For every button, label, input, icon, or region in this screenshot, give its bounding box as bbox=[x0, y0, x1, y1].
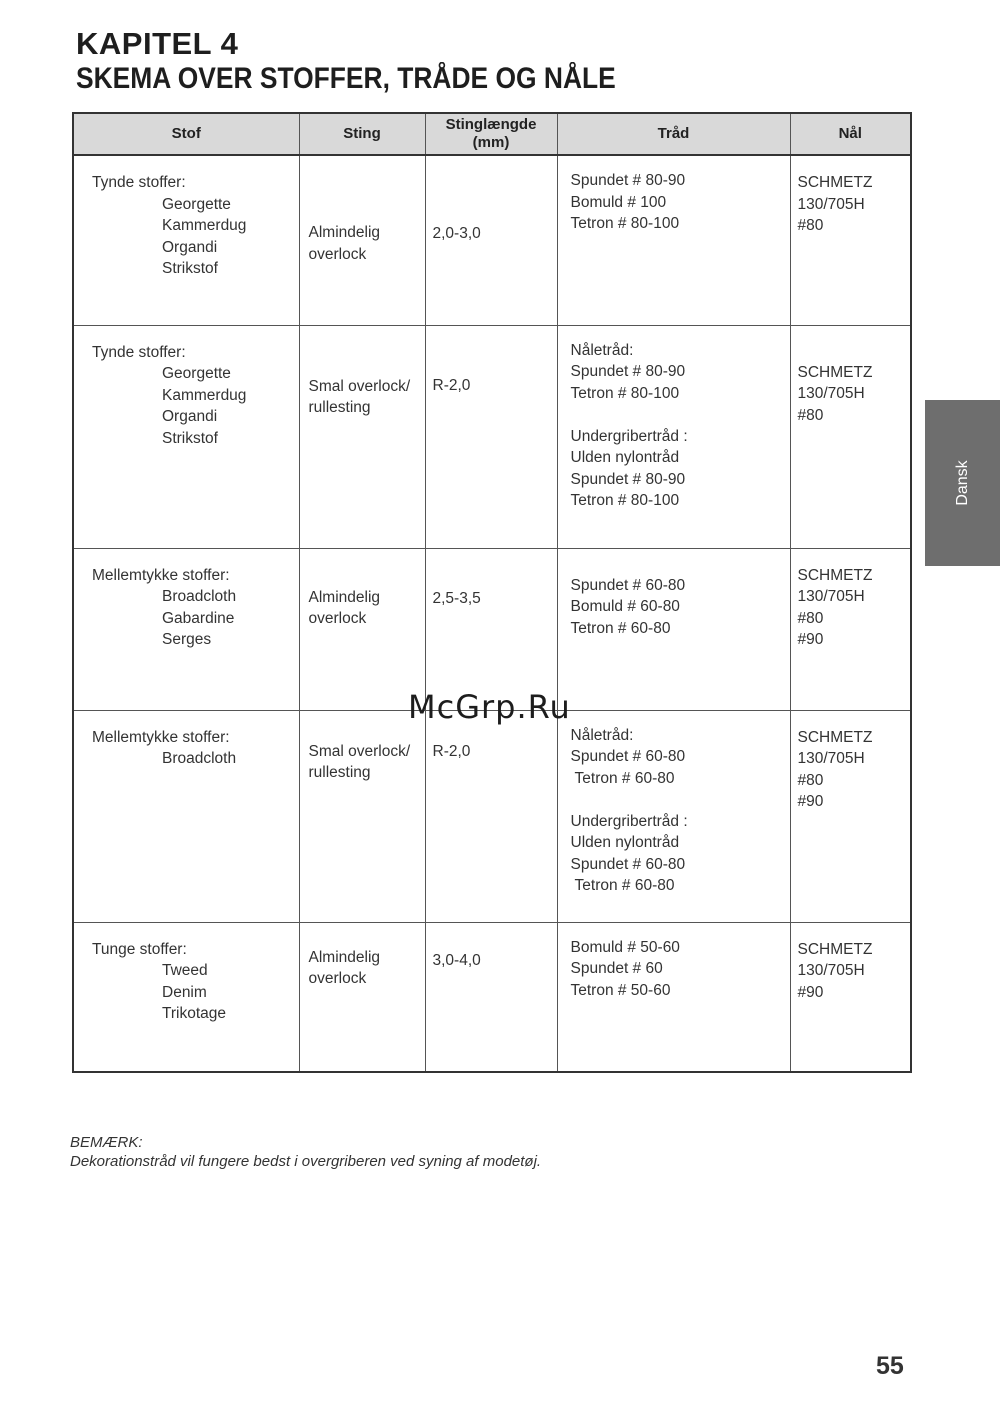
stitch-type: overlock bbox=[308, 610, 367, 627]
needle-spec: 130/705H bbox=[797, 962, 865, 979]
stitch-length: 3,0-4,0 bbox=[432, 951, 481, 969]
needle-spec: #90 bbox=[797, 631, 824, 648]
stitch-type: rullesting bbox=[308, 399, 371, 416]
thread-spec: Nåletråd: bbox=[570, 341, 634, 359]
thread-spec: Undergribertråd : bbox=[570, 427, 688, 445]
fabric-name: Broadcloth bbox=[162, 588, 237, 605]
cell-nal bbox=[790, 548, 911, 710]
cell-trad bbox=[557, 155, 790, 325]
fabric-category: Tynde stoffer: bbox=[92, 174, 186, 191]
language-tab bbox=[925, 400, 1000, 566]
needle-spec: 130/705H bbox=[797, 195, 865, 213]
needle-spec: #80 bbox=[797, 406, 824, 424]
fabric-name: Organdi bbox=[162, 408, 218, 425]
thread-spec: Nåletråd: bbox=[570, 726, 634, 744]
column-header-trad: Tråd bbox=[557, 113, 790, 155]
column-header-stinglaengde: Stinglængde (mm) bbox=[425, 113, 557, 155]
needle-spec: #90 bbox=[797, 793, 824, 810]
thread-spec: Tetron # 60-80 bbox=[570, 619, 671, 637]
thread-spec: Spundet # 80-90 bbox=[570, 363, 686, 380]
cell-stof bbox=[73, 325, 299, 548]
stitch-type: Almindelig bbox=[308, 948, 381, 966]
cell-sting bbox=[299, 922, 425, 1072]
needle-spec: 130/705H bbox=[797, 588, 865, 605]
stitch-length: 2,5-3,5 bbox=[432, 589, 481, 607]
needle-spec: #80 bbox=[797, 771, 824, 789]
page-number: 55 bbox=[876, 1352, 904, 1380]
language-tab-label: Dansk bbox=[953, 460, 971, 506]
fabric-category: Tynde stoffer: bbox=[92, 343, 186, 361]
needle-spec: #90 bbox=[797, 983, 824, 1001]
thread-spec: Tetron # 80-100 bbox=[570, 384, 680, 402]
cell-stinglaengde bbox=[425, 155, 557, 325]
thread-spec: Bomuld # 100 bbox=[570, 193, 667, 211]
fabric-name: Tweed bbox=[162, 962, 208, 979]
stitch-type: overlock bbox=[308, 245, 367, 263]
fabric-name: Kammerdug bbox=[162, 386, 247, 404]
cell-stof bbox=[73, 155, 299, 325]
cell-nal bbox=[790, 710, 911, 922]
page-title: SKEMA OVER STOFFER, TRÅDE OG NÅLE bbox=[76, 62, 616, 95]
spacer bbox=[571, 404, 790, 426]
needle-spec: SCHMETZ bbox=[797, 566, 873, 584]
cell-sting bbox=[299, 710, 425, 922]
needle-spec: SCHMETZ bbox=[797, 940, 873, 958]
table-row bbox=[73, 922, 911, 1072]
thread-spec: Ulden nylontråd bbox=[570, 449, 680, 466]
thread-spec: Spundet # 60 bbox=[570, 960, 663, 977]
cell-stof bbox=[73, 548, 299, 710]
fabric-name: Denim bbox=[162, 983, 207, 1001]
stitch-type: Almindelig bbox=[308, 224, 381, 241]
cell-stinglaengde bbox=[425, 922, 557, 1072]
cell-trad bbox=[557, 548, 790, 710]
thread-spec: Bomuld # 60-80 bbox=[570, 598, 680, 615]
table-header-row bbox=[73, 113, 911, 155]
thread-spec: Spundet # 80-90 bbox=[570, 172, 686, 189]
needle-spec: SCHMETZ bbox=[797, 728, 873, 746]
fabric-name: Georgette bbox=[162, 365, 231, 382]
thread-spec: Spundet # 60-80 bbox=[570, 748, 686, 765]
fabric-name: Gabardine bbox=[162, 609, 235, 627]
note-text: Dekorationstråd vil fungere bedst i overgriberen ved syning af modetøj. bbox=[70, 1153, 542, 1170]
note-label: BEMÆRK: bbox=[70, 1134, 143, 1151]
stitch-length: 2,0-3,0 bbox=[432, 225, 481, 242]
fabric-category: Mellemtykke stoffer: bbox=[92, 566, 230, 584]
table-row bbox=[73, 155, 911, 325]
cell-nal bbox=[790, 922, 911, 1072]
thread-spec: Bomuld # 50-60 bbox=[570, 938, 680, 956]
needle-spec: #80 bbox=[797, 217, 824, 234]
needle-spec: 130/705H bbox=[797, 750, 865, 767]
thread-spec: Tetron # 50-60 bbox=[570, 981, 671, 999]
cell-sting bbox=[299, 548, 425, 710]
fabric-name: Strikstof bbox=[162, 429, 218, 447]
thread-spec: Tetron # 60-80 bbox=[570, 769, 675, 787]
fabric-category: Mellemtykke stoffer: bbox=[92, 728, 230, 746]
cell-nal bbox=[790, 155, 911, 325]
fabric-name: Organdi bbox=[162, 238, 218, 256]
fabric-category: Tunge stoffer: bbox=[92, 940, 187, 958]
stitch-type: rullesting bbox=[308, 764, 371, 781]
thread-spec: Undergribertråd : bbox=[570, 812, 688, 830]
stitch-type: Almindelig bbox=[308, 588, 381, 606]
cell-stinglaengde bbox=[425, 325, 557, 548]
cell-stof bbox=[73, 710, 299, 922]
cell-stof bbox=[73, 922, 299, 1072]
cell-nal bbox=[790, 325, 911, 548]
watermark: McGrp.Ru bbox=[408, 688, 571, 726]
thread-spec: Ulden nylontråd bbox=[570, 834, 680, 851]
thread-spec: Tetron # 60-80 bbox=[570, 877, 675, 894]
needle-spec: #80 bbox=[797, 609, 824, 627]
cell-trad bbox=[557, 325, 790, 548]
thread-spec: Spundet # 80-90 bbox=[570, 470, 686, 488]
fabric-name: Strikstof bbox=[162, 260, 218, 277]
cell-sting bbox=[299, 325, 425, 548]
cell-trad bbox=[557, 710, 790, 922]
column-header-stof: Stof bbox=[73, 113, 299, 155]
thread-spec: Spundet # 60-80 bbox=[570, 855, 686, 873]
stitch-length: R-2,0 bbox=[432, 742, 471, 760]
column-header-sting: Sting bbox=[299, 113, 425, 155]
needle-spec: 130/705H bbox=[797, 385, 865, 402]
stitch-type: Smal overlock/ bbox=[308, 742, 411, 760]
fabric-name: Broadcloth bbox=[162, 750, 237, 767]
column-header-nal: Nål bbox=[790, 113, 911, 155]
stitch-length: R-2,0 bbox=[432, 376, 471, 394]
spacer bbox=[571, 789, 790, 811]
fabric-name: Serges bbox=[162, 631, 212, 648]
stitch-type: Smal overlock/ bbox=[308, 377, 411, 395]
thread-spec: Tetron # 80-100 bbox=[570, 492, 680, 509]
cell-stinglaengde bbox=[425, 548, 557, 710]
cell-sting bbox=[299, 155, 425, 325]
table-row bbox=[73, 325, 911, 548]
fabric-name: Georgette bbox=[162, 195, 231, 213]
needle-spec: SCHMETZ bbox=[797, 363, 873, 381]
fabric-name: Trikotage bbox=[162, 1005, 227, 1022]
thread-spec: Tetron # 80-100 bbox=[570, 215, 680, 232]
stitch-type: overlock bbox=[308, 970, 367, 987]
thread-spec: Spundet # 60-80 bbox=[570, 576, 686, 594]
table-row bbox=[73, 548, 911, 710]
cell-stinglaengde bbox=[425, 710, 557, 922]
needle-spec: SCHMETZ bbox=[797, 174, 873, 191]
table-row bbox=[73, 710, 911, 922]
cell-trad bbox=[557, 922, 790, 1072]
fabric-thread-needle-table bbox=[72, 112, 912, 1073]
chapter-heading: KAPITEL 4 bbox=[76, 26, 239, 61]
fabric-name: Kammerdug bbox=[162, 217, 247, 234]
